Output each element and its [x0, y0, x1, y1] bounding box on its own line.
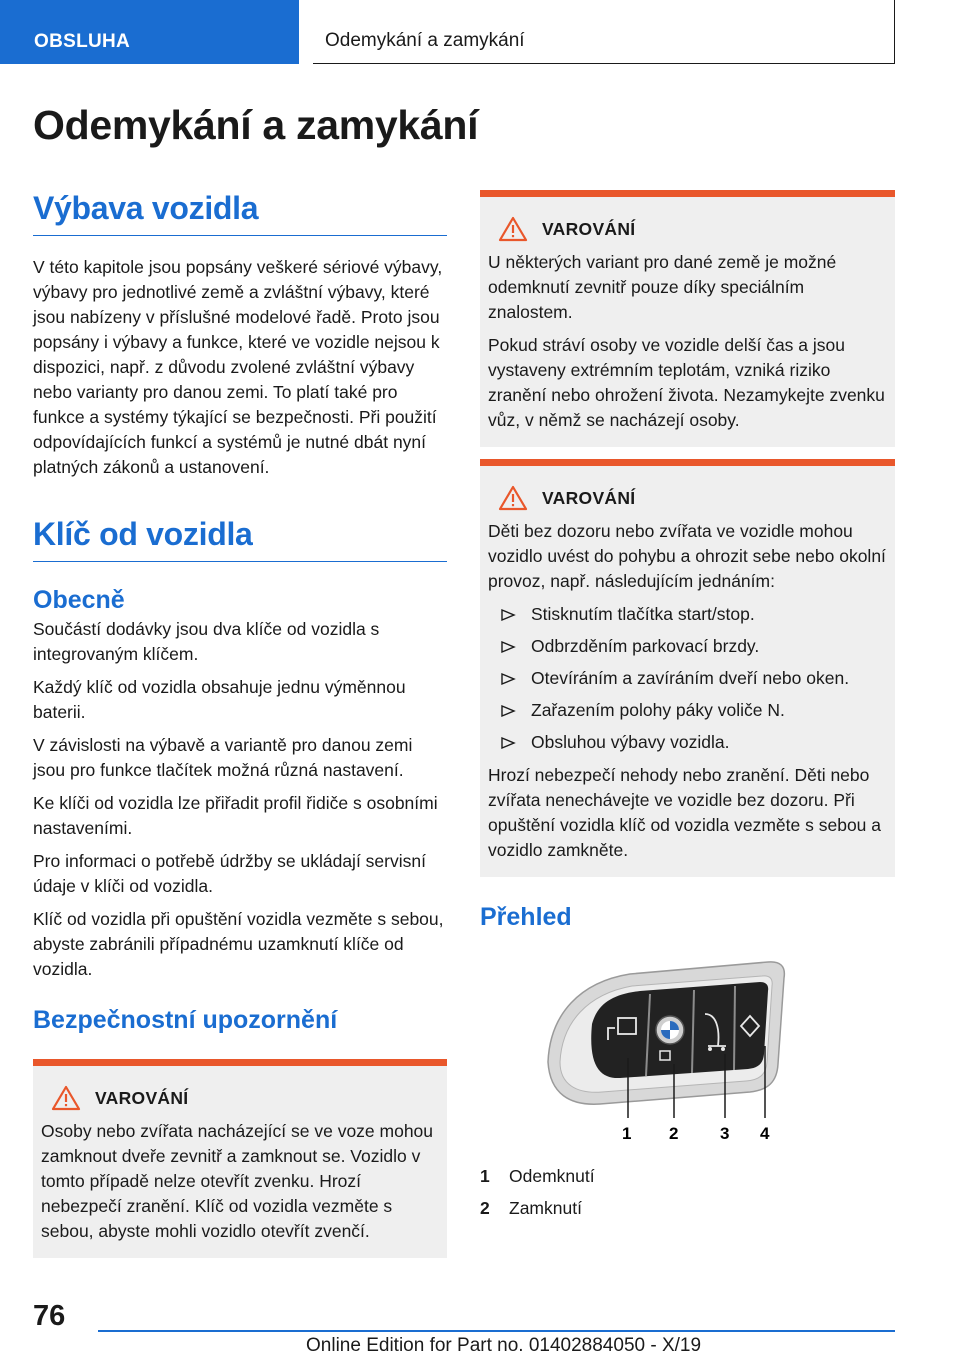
legend-number: 2: [480, 1198, 490, 1218]
subheading-bezpecnost: Bezpečnostní upozornění: [33, 1006, 338, 1034]
legend-item: [480, 1196, 895, 1221]
warning-triangle-icon: [498, 216, 528, 242]
heading-prehled: Přehled: [480, 903, 572, 931]
warning-text: Osoby nebo zvířata nacházející se ve voze mohou zamknout dveře zevnitř a zamknout se. Vozidlo v tomto případě nelze otevřít zvenku. Hrozí nebezpečí zranění. Klíč od vozidla vezměte s sebou, abyste mohli vozidlo otevřít zvenčí.: [41, 1121, 434, 1241]
warning-label: VAROVÁNÍ: [542, 218, 636, 239]
chapter-title: Odemykání a zamykání: [325, 30, 525, 51]
triangle-bullet-icon: [500, 704, 516, 718]
footer-edition-text: Online Edition for Part no. 01402884050 - X/19: [306, 1335, 702, 1356]
warning-intro: Děti bez dozoru nebo zvířata ve vozidle mohou vozidlo uvést do pohybu a ohrozit sebe nebo okolní provoz, např. následujícím jednáním:: [488, 521, 886, 591]
legend-number: 1: [480, 1166, 490, 1186]
bullet-text: Otevíráním a zavíráním dveří nebo oken.: [531, 668, 850, 688]
heading-klic: Klíč od vozidla: [33, 516, 447, 562]
callout-number-2: 2: [669, 1124, 679, 1143]
warning-triangle-icon: [51, 1085, 81, 1111]
warning-box-children: [480, 459, 895, 877]
section-tab: [0, 0, 299, 64]
callout-number-3: 3: [720, 1124, 730, 1143]
heading-vybava: Výbava vozidla: [33, 190, 447, 236]
warning-outro: Hrozí nebezpečí nehody nebo zranění. Děti nebo zvířata nenechávejte ve vozidle bez dozoru. Při opuštění vozidla klíč od vozidla vezměte s sebou a vozidlo zamkněte.: [488, 765, 881, 860]
car-key-illustration: [480, 954, 895, 1154]
obecne-paragraph-1: Součástí dodávky jsou dva klíče od vozidla s integrovaným klíčem.: [33, 619, 380, 664]
triangle-bullet-icon: [500, 736, 516, 750]
figure-legend: [480, 1164, 895, 1221]
warning-bullet-list: [488, 602, 887, 755]
bullet-text: Zařazením polohy páky voliče N.: [531, 700, 785, 720]
legend-item: [480, 1164, 895, 1189]
list-item: [488, 666, 887, 691]
obecne-paragraph-5: Pro informaci o potřebě údržby se ukládají servisní údaje v klíči od vozidla.: [33, 851, 426, 896]
warning-header: [488, 216, 887, 242]
car-key-image: [480, 954, 895, 1154]
right-column: [480, 190, 895, 1228]
list-item: [488, 698, 887, 723]
list-item: [488, 634, 887, 659]
callout-number-1: 1: [622, 1124, 632, 1143]
warning-header: [41, 1085, 439, 1111]
bullet-text: Stisknutím tlačítka start/stop.: [531, 604, 755, 624]
bullet-text: Obsluhou výbavy vozidla.: [531, 732, 730, 752]
warning-paragraph-2: Pokud stráví osoby ve vozidle delší čas a jsou vystaveny extrémním teplotám, vzniká riziko zranění nebo ohrožení života. Nezamykejte zvenku vůz, v němž se nacházejí osoby.: [488, 335, 885, 430]
triangle-bullet-icon: [500, 640, 516, 654]
warning-header: [488, 485, 887, 511]
triangle-bullet-icon: [500, 672, 516, 686]
warning-paragraph-1: U některých variant pro dané země je možné odemknutí zevnitř pouze díky speciálním znalostem.: [488, 252, 837, 322]
callout-number-4: 4: [760, 1124, 770, 1143]
warning-label: VAROVÁNÍ: [95, 1087, 189, 1108]
warning-triangle-icon: [498, 485, 528, 511]
page-number: 76: [33, 1300, 66, 1332]
legend-label: Zamknutí: [509, 1198, 582, 1218]
footer-divider: [98, 1330, 895, 1332]
obecne-paragraph-3: V závislosti na výbavě a variantě pro danou zemi jsou pro funkce tlačítek možná různá nastavení.: [33, 735, 413, 780]
triangle-bullet-icon: [500, 608, 516, 622]
warning-label: VAROVÁNÍ: [542, 487, 636, 508]
obecne-paragraph-6: Klíč od vozidla při opuštění vozidla vezměte s sebou, abyste zabránili případnému uzamknutí klíče od vozidla.: [33, 909, 444, 979]
page-title: Odemykání a zamykání: [33, 102, 479, 148]
list-item: [488, 730, 887, 755]
left-column: [33, 190, 447, 1258]
obecne-paragraph-2: Každý klíč od vozidla obsahuje jednu výměnnou baterii.: [33, 677, 406, 722]
list-item: [488, 602, 887, 627]
vybava-paragraph: V této kapitole jsou popsány veškeré sériové výbavy, výbavy pro jednotlivé země a zvláštní výbavy, které jsou nabízeny v příslušné modelové řadě. Proto jsou popsány i výbavy a funkce, které ve vozidle nejsou k dispozici, např. z důvodu zvolené zvláštní výbavy nebo varianty pro danou zemi. To platí také pro funkce a systémy týkající se bezpečnosti. Při použití odpovídajících funkcí a systémů je nutné dbát nyní platných zákonů a ustanovení.: [33, 257, 443, 477]
chapter-header: [313, 0, 895, 64]
legend-label: Odemknutí: [509, 1166, 595, 1186]
warning-box-doors: [33, 1059, 447, 1258]
bullet-text: Odbrzděním parkovací brzdy.: [531, 636, 760, 656]
subheading-obecne: Obecně: [33, 586, 125, 614]
obecne-paragraph-4: Ke klíči od vozidla lze přiřadit profil řidiče s osobními nastaveními.: [33, 793, 438, 838]
section-tab-label: OBSLUHA: [34, 31, 131, 52]
warning-box-variants: [480, 190, 895, 447]
